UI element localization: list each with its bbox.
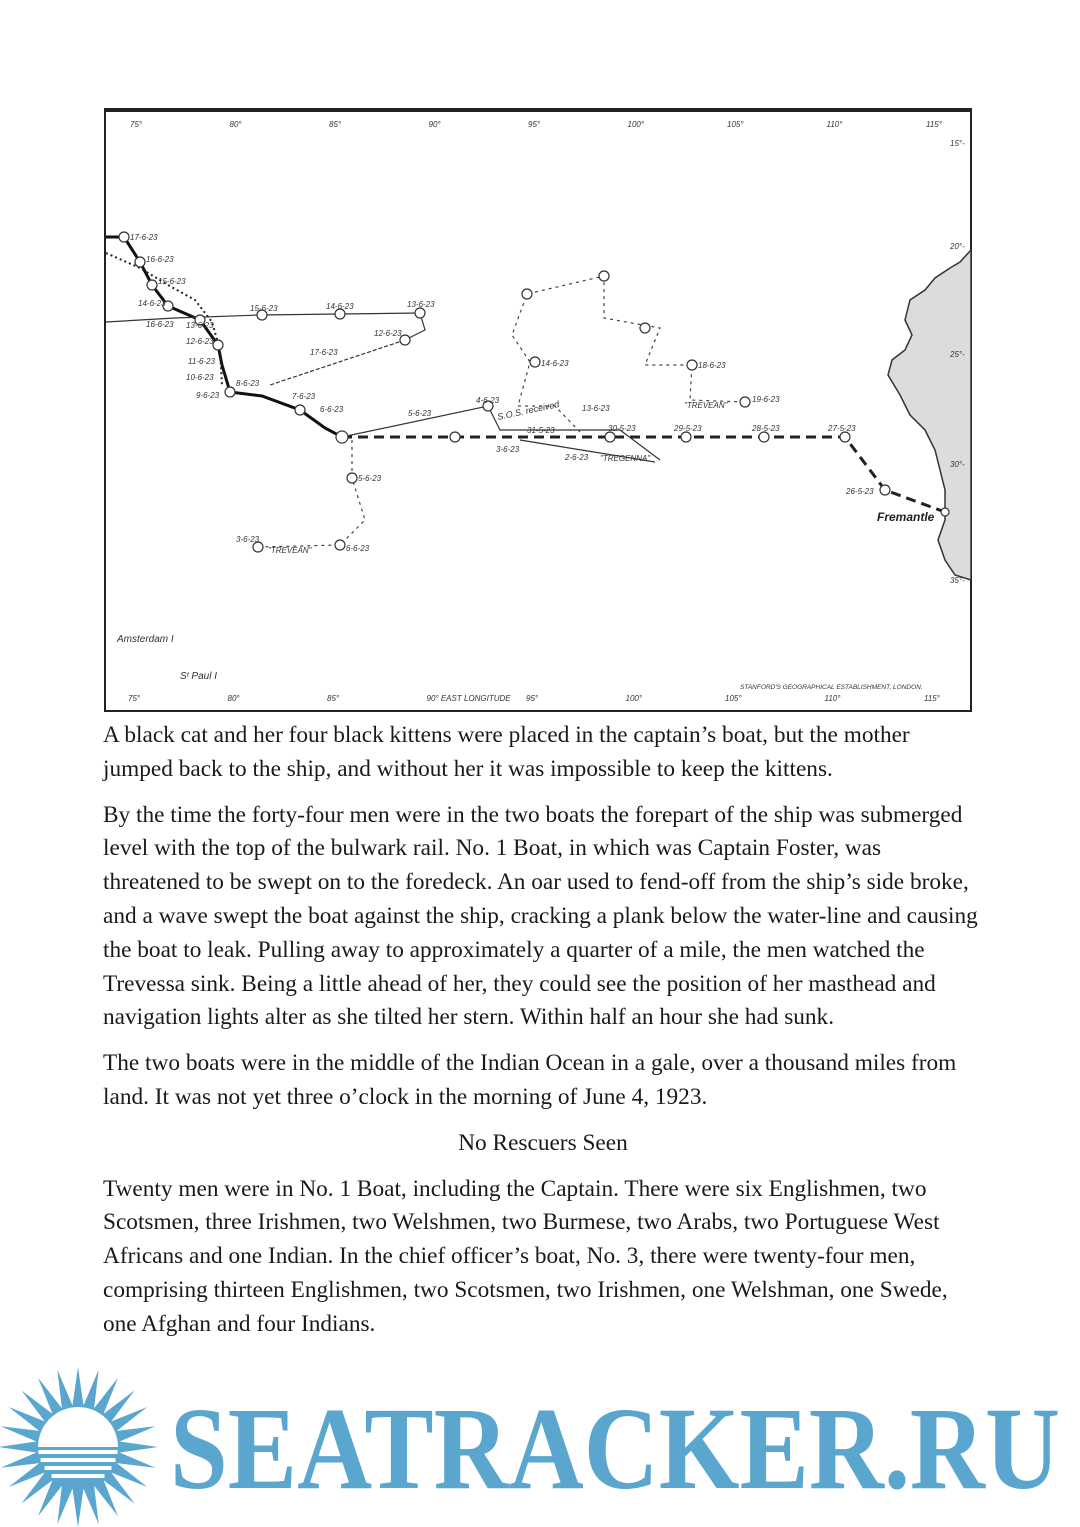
date-label: 5-6-23 [358, 474, 382, 483]
sos-label: S.O.S. received [496, 399, 561, 422]
watermark-text: SEATRACKER.RU [170, 1383, 1060, 1514]
top-longitude-tick: 95° [528, 120, 541, 129]
date-label: 14-6-23 [541, 359, 569, 368]
date-label: 12-6-23 [374, 329, 402, 338]
date-label: 26-5-23 [846, 487, 874, 496]
paragraph: Twenty men were in No. 1 Boat, including the Captain. There were six Englishmen, two Scotsmen, three Irishmen, two Welshmen, two Burmese, two Arabs, two Portuguese West Africans and one Indian. In the chief officer’s boat, No. 3, there were twenty-four men, comprising thirteen Englishmen, two Scotsmen, two Irishmen, one Welshman, one Swede, one Afghan and four Indians. [103, 1175, 948, 1337]
date-label: 16-6-23 [146, 320, 174, 329]
body-text [103, 719, 983, 1354]
bottom-longitude-tick: 95° [526, 694, 539, 703]
date-label: 4-6-23 [476, 396, 500, 405]
bottom-longitude-tick: 80° [227, 694, 240, 703]
sun-wave-line [38, 1450, 117, 1454]
latitude-tick: 15°- [950, 139, 965, 148]
sun-rays [0, 1368, 158, 1527]
sun-wave-line [41, 1458, 116, 1462]
date-label: 3-6-23 [236, 535, 260, 544]
bottom-longitude-tick: 105° [725, 694, 742, 703]
date-label: 6-6-23 [346, 544, 370, 553]
place-st-paul: Sᵗ Paul I [180, 671, 217, 682]
sun-wave-line [45, 1466, 112, 1470]
bottom-longitude-tick: 110° [824, 694, 841, 703]
top-longitude-tick: 110° [826, 120, 843, 129]
bottom-longitude-tick: 75° [128, 694, 141, 703]
bottom-longitude-tick: 85° [327, 694, 340, 703]
paragraph: By the time the forty-four men were in the two boats the forepart of the ship was submerged level with the top of the bulwark rail. No. 1 Boat, in which was Captain Foster, was threatened to be swept on to the foredeck. An oar used to fend-off from the ship’s side broke, and a wave swept the boat against the ship, cracking a plank below the water-line and causing the boat to leak. Pulling away to approximately a quarter of a mile, the men watched the Trevessa sink. Being a little ahead of her, they could see the position of her masthead and navigation lights alter as she tilted her stern. Within half an hour she had sunk. [103, 801, 978, 1031]
date-label: 17-6-23 [130, 233, 158, 242]
date-label: 29-5-23 [674, 424, 702, 433]
date-label: 5-6-23 [408, 409, 432, 418]
bottom-longitude-tick: 115° [924, 694, 940, 703]
date-label: 8-6-23 [236, 379, 260, 388]
date-label: 6-6-23 [320, 405, 344, 414]
bottom-longitude-tick: 100° [625, 694, 643, 703]
top-longitude-tick: 80° [229, 120, 242, 129]
place-amsterdam: Amsterdam I [117, 634, 174, 645]
date-label: 14-6-23 [138, 299, 166, 308]
sun-icon [0, 1368, 158, 1527]
date-label: 15-6-23 [250, 304, 278, 313]
top-longitude-tick: 100° [627, 120, 645, 129]
paragraph: A black cat and her four black kittens were placed in the captain’s boat, but the mother jumped back to the ship, and without her it was impossible to keep the kittens. [103, 722, 910, 782]
date-label: 11-6-23 [188, 357, 215, 366]
seatracker-watermark [0, 1368, 1080, 1527]
latitude-tick: 30°- [950, 460, 965, 469]
date-label: 19-6-23 [752, 395, 780, 404]
sun-wave-line [52, 1474, 105, 1478]
date-label: 17-6-23 [310, 348, 338, 357]
date-label: 15-6-23 [158, 277, 186, 286]
date-label: 30-5-23 [608, 424, 636, 433]
latitude-tick: 35°- [950, 576, 965, 585]
date-label: 13-6-23 [407, 300, 435, 309]
top-longitude-tick: 75° [130, 120, 143, 129]
date-label: 2-6-23 [565, 453, 589, 462]
top-longitude-tick: 105° [727, 120, 744, 129]
date-label: 18-6-23 [698, 361, 726, 370]
date-label: 13-6-23 [186, 321, 214, 330]
ship-label: "TREVEAN" [268, 546, 312, 555]
date-label: 16-6-23 [146, 255, 174, 264]
latitude-tick: 20°- [950, 242, 965, 251]
latitude-tick: 25°- [950, 350, 965, 359]
date-label: 28-5-23 [752, 424, 780, 433]
top-longitude-tick: 90° [428, 120, 441, 129]
map-credit: STANFORD'S GEOGRAPHICAL ESTABLISHMENT, LONDON. [740, 684, 923, 691]
place-fremantle: Fremantle [877, 510, 935, 524]
top-longitude-tick: 85° [329, 120, 342, 129]
route-map [104, 108, 972, 712]
date-label: 10-6-23 [186, 373, 214, 382]
date-label: 31-5-23 [527, 426, 555, 435]
date-label: 3-6-23 [496, 445, 520, 454]
date-label: 27-5-23 [828, 424, 856, 433]
bottom-longitude-tick: 90° EAST LONGITUDE [426, 694, 511, 703]
date-label: 7-6-23 [292, 392, 316, 401]
section-heading: No Rescuers Seen [458, 1129, 628, 1156]
ship-label: "TREGENNA" [600, 454, 651, 463]
date-label: 9-6-23 [196, 391, 220, 400]
top-longitude-tick: 115° [926, 120, 942, 129]
paragraph: The two boats were in the middle of the Indian Ocean in a gale, over a thousand miles from land. It was not yet three o’clock in the morning of June 4, 1923. [103, 1050, 957, 1110]
ship-label: "TREVEAN" [684, 401, 728, 410]
date-label: 13-6-23 [582, 404, 610, 413]
date-label: 12-6-23 [186, 337, 214, 346]
date-label: 14-6-23 [326, 302, 354, 311]
